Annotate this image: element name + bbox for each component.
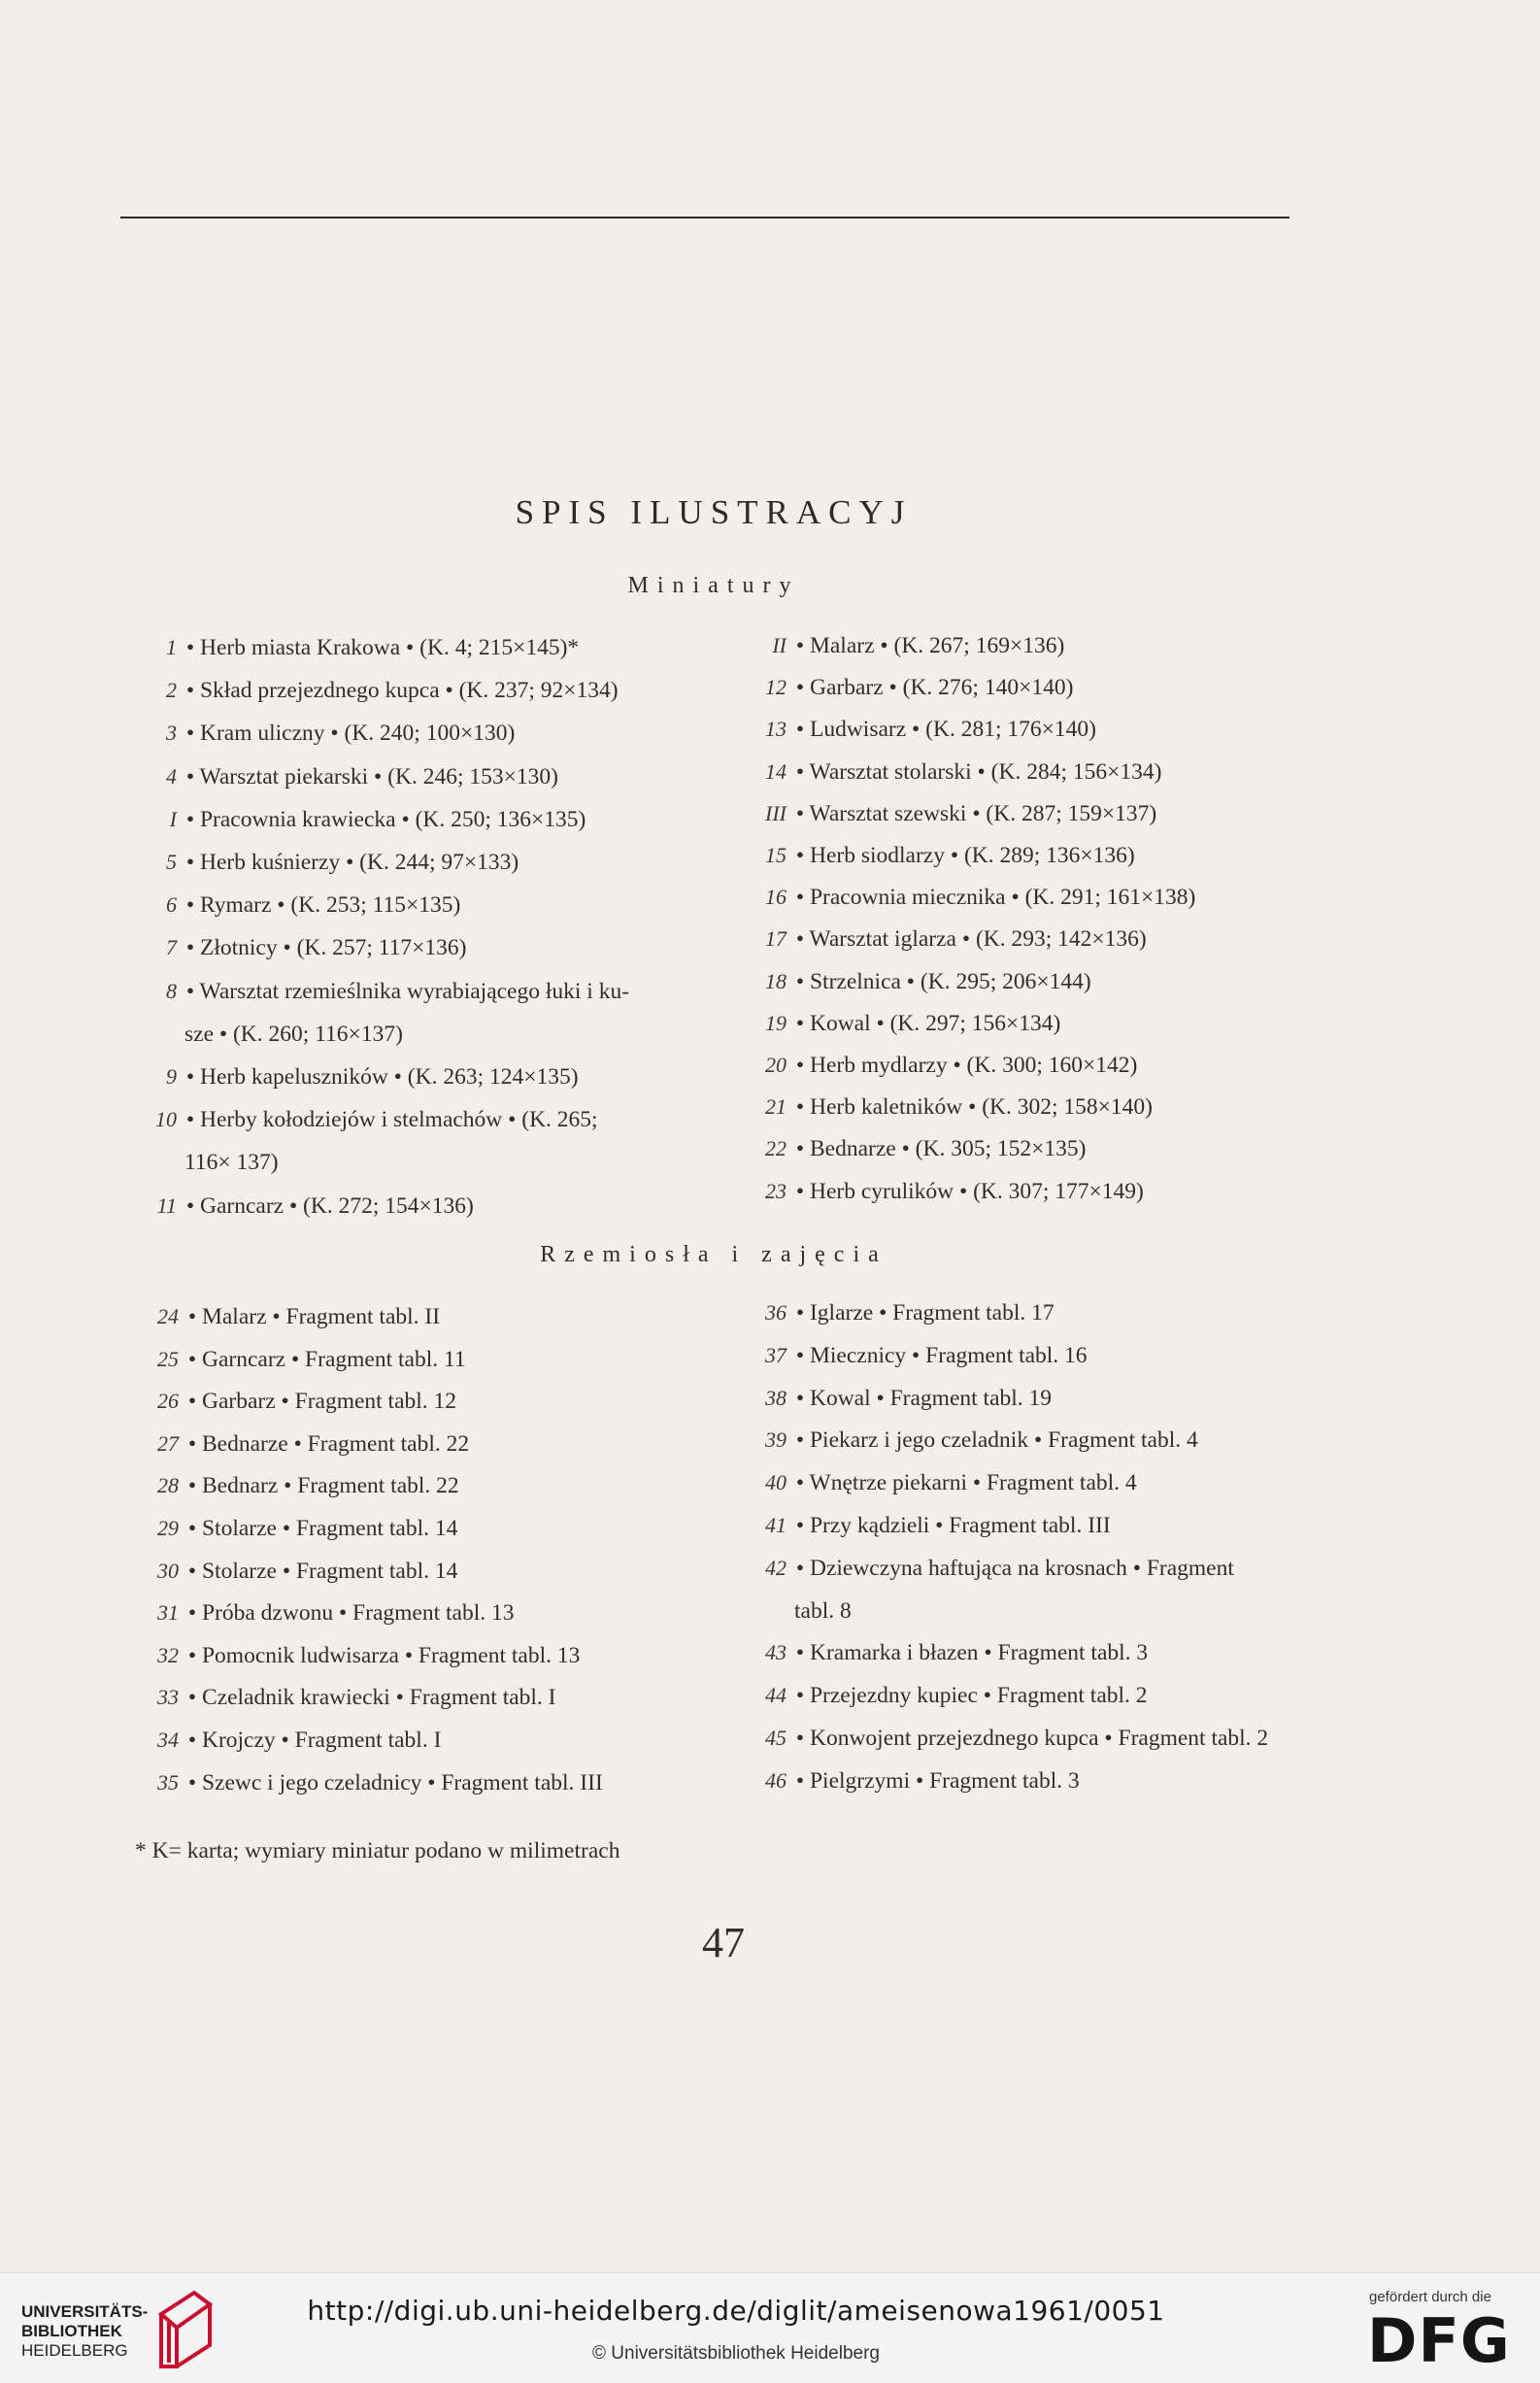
item-text: • Bednarz • Fragment tabl. 22 [183,1473,459,1499]
dfg-logo-icon: DFG [1367,2305,1511,2376]
list-item [120,1338,466,1381]
item-number: 2 [166,678,177,703]
item-number: 27 [157,1430,179,1456]
funder-label: gefördert durch die [1369,2289,1491,2305]
section-heading-rzemiosla: Rzemiosła i zajęcia [540,1242,887,1267]
item-text: • Przy kądzieli • Fragment tabl. III [790,1513,1111,1538]
item-number: 5 [166,850,177,874]
item-number: 6 [166,892,177,918]
item-number: 38 [765,1385,787,1410]
item-text: • Piekarz i jego czeladnik • Fragment tabl. 4 [790,1427,1198,1454]
item-number: 1 [166,635,177,659]
item-text: • Herb mydlarzy • (K. 300; 160×142) [790,1053,1138,1078]
list-item [120,626,579,669]
item-text: • Pracownia miecznika • (K. 291; 161×138) [790,885,1196,911]
item-text: • Pielgrzymi • Fragment tabl. 3 [790,1767,1080,1794]
item-text: • Herby kołodziejów i stelmachów • (K. 265; [181,1107,598,1133]
item-text: • Malarz • Fragment tabl. II [183,1304,441,1329]
item-number: 45 [765,1726,787,1750]
list-item [738,1631,1148,1674]
list-item [738,1717,1268,1760]
list-item [738,876,1195,919]
list-item [738,792,1156,835]
item-number: II [772,633,787,657]
list-item [120,926,466,969]
top-rule [120,217,1289,218]
list-item [738,1760,1080,1802]
list-item [120,1464,459,1507]
item-number: 40 [765,1470,787,1495]
item-text: • Konwojent przejezdnego kupca • Fragment tabl. 2 [790,1726,1269,1751]
footnote: * K= karta; wymiary miniatur podano w milimetrach [135,1838,620,1863]
list-item [738,1547,1234,1624]
item-number: 39 [765,1427,787,1453]
item-number: 26 [157,1389,179,1414]
list-item [738,708,1096,751]
item-text: • Warsztat szewski • (K. 287; 159×137) [790,800,1157,826]
item-number: 19 [765,1010,787,1035]
item-text: • Wnętrze piekarni • Fragment tabl. 4 [790,1470,1137,1496]
list-item [738,1377,1052,1420]
item-text: • Próba dzwonu • Fragment tabl. 13 [183,1600,515,1627]
list-item [120,970,630,1047]
item-text: • Kowal • (K. 297; 156×134) [790,1010,1061,1036]
list-item [738,1127,1086,1170]
item-text: • Krojczy • Fragment tabl. I [183,1728,442,1753]
item-number: 13 [765,717,787,742]
item-number: 29 [157,1516,179,1540]
item-text: • Bednarze • (K. 305; 152×135) [790,1136,1087,1162]
list-item [120,1098,598,1176]
item-number: 18 [765,968,787,993]
list-item [738,1044,1137,1087]
item-number: 8 [166,978,177,1003]
item-text: • Herb kapeluszników • (K. 263; 124×135) [181,1064,579,1090]
list-item [120,884,460,926]
item-text: • Stolarze • Fragment tabl. 14 [183,1558,458,1584]
list-item [120,1056,579,1098]
item-text: • Pracownia krawiecka • (K. 250; 136×135) [181,806,586,832]
item-text-continued: 116× 137) [184,1150,279,1176]
list-item [738,751,1161,793]
item-text: • Rymarz • (K. 253; 115×135) [181,892,461,919]
list-item [120,1719,441,1762]
list-item [738,1419,1198,1461]
item-number: 21 [765,1094,787,1120]
list-item [120,1550,457,1593]
item-number: 34 [157,1728,179,1752]
list-item [120,1185,474,1227]
item-number: 4 [166,763,177,789]
item-number: 36 [765,1300,787,1325]
list-item [120,1507,457,1550]
item-number: 32 [157,1642,179,1667]
item-text: • Bednarze • Fragment tabl. 22 [183,1430,470,1457]
item-number: 31 [157,1600,179,1626]
item-text: • Czeladnik krawiecki • Fragment tabl. I [183,1685,556,1711]
item-number: 16 [765,885,787,910]
list-item [120,1295,440,1338]
list-item [738,666,1073,709]
list-item [738,1170,1144,1213]
item-number: 3 [166,721,177,746]
item-number: 43 [765,1640,787,1665]
list-item [120,1676,556,1719]
list-item [120,1423,469,1465]
list-item [120,798,586,841]
list-item [738,834,1135,877]
item-text: • Iglarze • Fragment tabl. 17 [790,1300,1055,1326]
item-number: 28 [157,1473,179,1498]
list-item [120,712,515,755]
permalink-url[interactable]: http://digi.ub.uni-heidelberg.de/diglit/ameisenowa1961/0051 [307,2295,1165,2327]
list-item [738,960,1091,1003]
item-text: • Dziewczyna haftująca na krosnach • Fragment [790,1555,1234,1581]
item-number: 11 [156,1192,177,1218]
list-item [738,1086,1153,1128]
item-number: 37 [765,1342,787,1367]
item-text: • Warsztat piekarski • (K. 246; 153×130) [181,763,558,789]
list-item [120,669,619,712]
item-number: 17 [765,926,787,952]
item-number: III [765,800,787,825]
item-number: 10 [155,1107,177,1132]
item-number: 20 [765,1053,787,1077]
library-name-line1: UNIVERSITÄTS- [21,2302,149,2321]
item-text: • Garbarz • (K. 276; 140×140) [790,675,1074,701]
item-number: 44 [765,1683,787,1708]
list-item [738,1504,1111,1547]
item-text: • Miecznicy • Fragment tabl. 16 [790,1342,1088,1368]
item-number: 22 [765,1136,787,1161]
item-text: • Herb kuśnierzy • (K. 244; 97×133) [181,850,519,875]
list-item [738,1461,1137,1504]
item-text: • Złotnicy • (K. 257; 117×136) [181,935,467,961]
item-text: • Stolarze • Fragment tabl. 14 [183,1516,458,1541]
item-text: • Warsztat stolarski • (K. 284; 156×134) [790,758,1162,785]
item-text: • Strzelnica • (K. 295; 206×144) [790,968,1091,994]
item-text-continued: sze • (K. 260; 116×137) [184,1021,403,1047]
item-number: 30 [157,1558,179,1583]
library-name-line2: BIBLIOTHEK [21,2322,122,2340]
item-text: • Przejezdny kupiec • Fragment tabl. 2 [790,1683,1148,1709]
item-text: • Garbarz • Fragment tabl. 12 [183,1389,457,1415]
list-item [738,918,1147,960]
item-number: 15 [765,843,787,867]
item-text: • Herb cyrulików • (K. 307; 177×149) [790,1178,1144,1204]
page-title: SPIS ILUSTRACYJ [515,493,913,531]
list-item [738,1292,1055,1334]
item-text: • Herb siodlarzy • (K. 289; 136×136) [790,843,1135,868]
item-number: 35 [157,1769,179,1795]
list-item [738,1674,1148,1717]
list-item [120,1380,456,1423]
item-text: • Kowal • Fragment tabl. 19 [790,1385,1053,1411]
page-number: 47 [702,1919,745,1966]
list-item [120,1592,514,1634]
list-item [120,841,519,884]
item-number: 14 [765,758,787,784]
section-heading-miniatury: Miniatury [627,573,800,598]
item-text: • Herb kaletników • (K. 302; 158×140) [790,1094,1154,1121]
viewer-footer [0,2272,1540,2383]
item-number: 46 [765,1767,787,1793]
item-text-continued: tabl. 8 [794,1597,852,1624]
item-number: 25 [157,1346,179,1371]
item-number: I [169,806,177,831]
library-name-line3: HEIDELBERG [21,2341,128,2360]
list-item [738,1334,1088,1377]
item-number: 23 [765,1178,787,1203]
copyright-notice: © Universitätsbibliothek Heidelberg [592,2343,880,2364]
item-number: 24 [157,1304,179,1328]
item-text: • Warsztat rzemieślnika wyrabiającego łuki i ku- [181,978,630,1004]
item-number: 9 [166,1064,177,1089]
list-item [120,755,558,798]
list-item [738,624,1064,667]
item-text: • Herb miasta Krakowa • (K. 4; 215×145)* [181,635,580,660]
item-text: • Garncarz • Fragment tabl. 11 [183,1346,466,1372]
item-text: • Szewc i jego czeladnicy • Fragment tabl. III [183,1769,603,1796]
item-number: 42 [765,1555,787,1580]
list-item [120,1762,603,1804]
item-number: 33 [157,1685,179,1710]
item-number: 41 [765,1513,787,1537]
item-text: • Garncarz • (K. 272; 154×136) [181,1192,474,1219]
item-text: • Ludwisarz • (K. 281; 176×140) [790,717,1096,743]
item-number: 7 [166,935,177,960]
item-text: • Skład przejezdnego kupca • (K. 237; 92×134) [181,678,619,704]
item-text: • Warsztat iglarza • (K. 293; 142×136) [790,926,1147,953]
list-item [120,1634,580,1677]
item-text: • Kramarka i błazen • Fragment tabl. 3 [790,1640,1149,1666]
item-text: • Pomocnik ludwisarza • Fragment tabl. 13 [183,1642,581,1668]
item-text: • Malarz • (K. 267; 169×136) [790,633,1065,658]
item-number: 12 [765,675,787,700]
list-item [738,1002,1060,1045]
item-text: • Kram uliczny • (K. 240; 100×130) [181,721,516,747]
